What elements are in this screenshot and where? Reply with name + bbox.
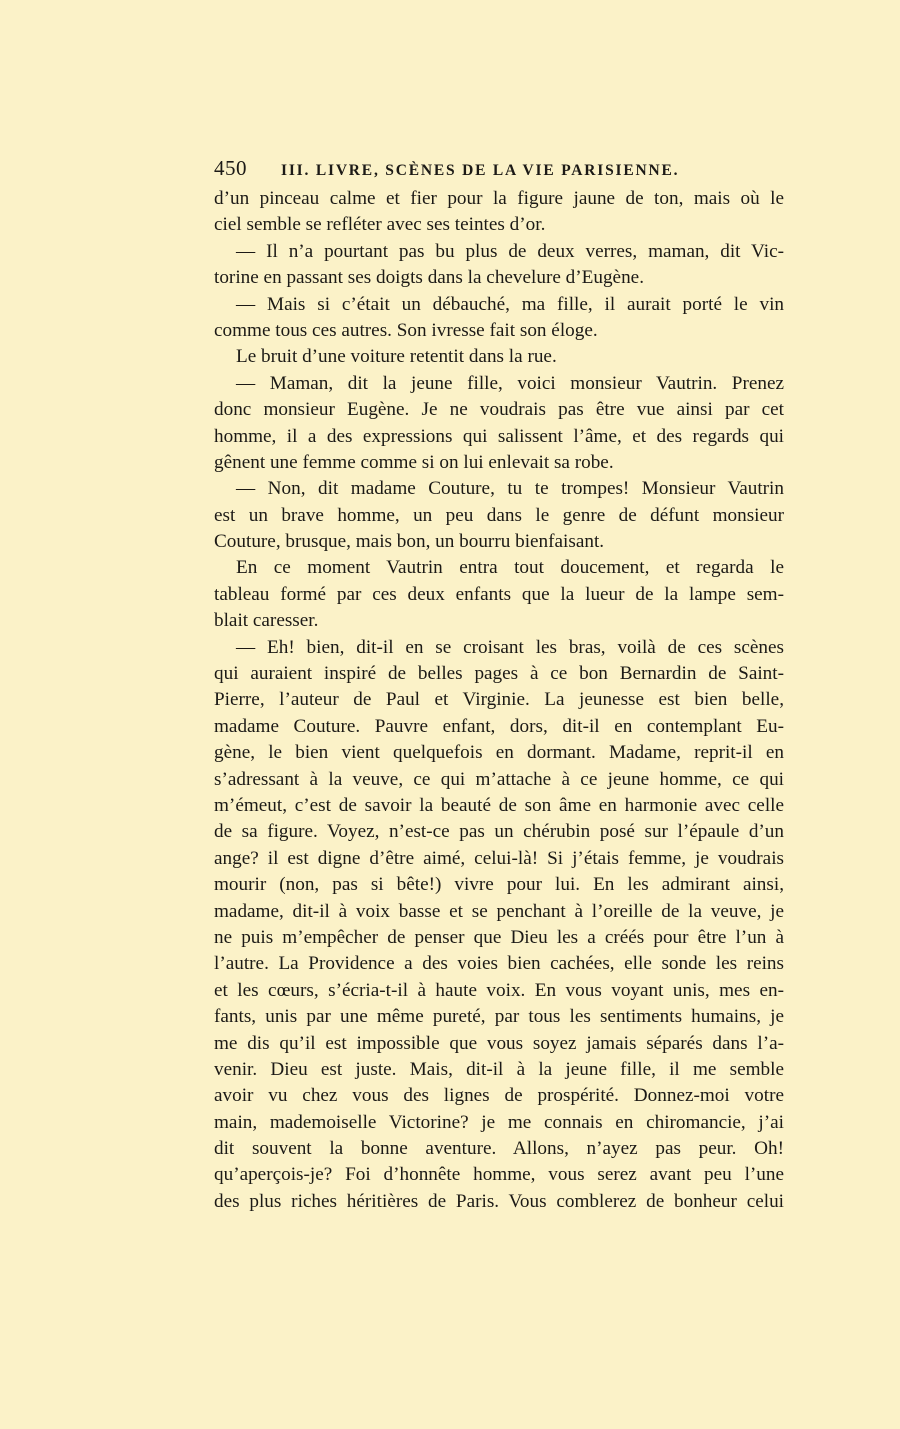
text-line: Le bruit d’une voiture retentit dans la rue.	[236, 346, 557, 368]
text-line: ne puis m’empêcher de penser que Dieu les a créés pour être l’un à	[214, 926, 784, 948]
text-line: s’adressant à la veuve, ce qui m’attache à ce jeune homme, ce qui	[214, 768, 784, 790]
text-line: homme, il a des expressions qui salissent l’âme, et des regards qui	[214, 425, 784, 447]
text-line: d’un pinceau calme et fier pour la figure jaune de ton, mais où le	[214, 188, 784, 209]
text-line: Couture, brusque, mais bon, un bourru bienfaisant.	[214, 531, 605, 553]
running-title: III. LIVRE, SCÈNES DE LA VIE PARISIENNE.	[281, 162, 680, 179]
text-line: qui auraient inspiré de belles pages à ce bon Bernardin de Saint-	[214, 663, 784, 685]
body-text	[214, 186, 784, 1215]
text-line: de sa figure. Voyez, n’est-ce pas un chérubin posé sur l’épaule d’un	[214, 821, 784, 843]
text-line: madame, dit-il à voix basse et se penchant à l’oreille de la veuve, je	[214, 900, 784, 922]
text-line: torine en passant ses doigts dans la chevelure d’Eugène.	[214, 267, 644, 289]
text-line: donc monsieur Eugène. Je ne voudrais pas être vue ainsi par cet	[214, 399, 784, 421]
text-line: main, mademoiselle Victorine? je me connais en chiromancie, j’ai	[214, 1111, 784, 1133]
text-line: me dis qu’il est impossible que vous soyez jamais séparés dans l’a-	[214, 1032, 784, 1054]
text-line: qu’aperçois-je? Foi d’honnête homme, vous serez avant peu l’une	[214, 1164, 784, 1186]
text-line: ciel semble se refléter avec ses teintes d’or.	[214, 214, 546, 236]
text-line: tableau formé par ces deux enfants que la lueur de la lampe sem-	[214, 583, 784, 605]
running-head	[214, 156, 784, 184]
text-line: blait caresser.	[214, 610, 319, 632]
text-line: ange? il est digne d’être aimé, celui-là! Si j’étais femme, je voudrais	[214, 847, 784, 869]
text-line: m’émeut, c’est de savoir la beauté de son âme en harmonie avec celle	[214, 794, 784, 816]
text-line: mourir (non, pas si bête!) vivre pour lui. En les admirant ainsi,	[214, 874, 784, 896]
text-line: comme tous ces autres. Son ivresse fait son éloge.	[214, 319, 598, 341]
text-line: gênent une femme comme si on lui enlevait sa robe.	[214, 451, 614, 473]
text-line: des plus riches héritières de Paris. Vous comblerez de bonheur celui	[214, 1190, 784, 1212]
text-line: l’autre. La Providence a des voies bien cachées, elle sonde les reins	[214, 953, 784, 975]
text-line: madame Couture. Pauvre enfant, dors, dit-il en contemplant Eu-	[214, 715, 784, 737]
text-line: venir. Dieu est juste. Mais, dit-il à la jeune fille, il me semble	[214, 1058, 784, 1080]
text-line: Pierre, l’auteur de Paul et Virginie. La jeunesse est bien belle,	[214, 689, 784, 711]
text-line: — Il n’a pourtant pas bu plus de deux verres, maman, dit Vic-	[236, 240, 784, 262]
text-line: En ce moment Vautrin entra tout doucement, et regarda le	[236, 557, 784, 579]
text-line: — Maman, dit la jeune fille, voici monsieur Vautrin. Prenez	[236, 372, 784, 394]
text-line: fants, unis par une même pureté, par tous les sentiments humains, je	[214, 1006, 784, 1028]
text-line: et les cœurs, s’écria-t-il à haute voix. En vous voyant unis, mes en-	[214, 979, 784, 1001]
text-line: dit souvent la bonne aventure. Allons, n’ayez pas peur. Oh!	[214, 1138, 784, 1160]
text-line: est un brave homme, un peu dans le genre de défunt monsieur	[214, 504, 784, 526]
page-number: 450	[214, 156, 247, 180]
text-line: avoir vu chez vous des lignes de prospérité. Donnez-moi votre	[214, 1085, 784, 1107]
text-line: gène, le bien vient quelquefois en dormant. Madame, reprit-il en	[214, 742, 784, 764]
text-line: — Non, dit madame Couture, tu te trompes! Monsieur Vautrin	[236, 478, 784, 500]
text-line: — Mais si c’était un débauché, ma fille, il aurait porté le vin	[236, 293, 784, 315]
text-line: — Eh! bien, dit-il en se croisant les bras, voilà de ces scènes	[236, 636, 784, 658]
